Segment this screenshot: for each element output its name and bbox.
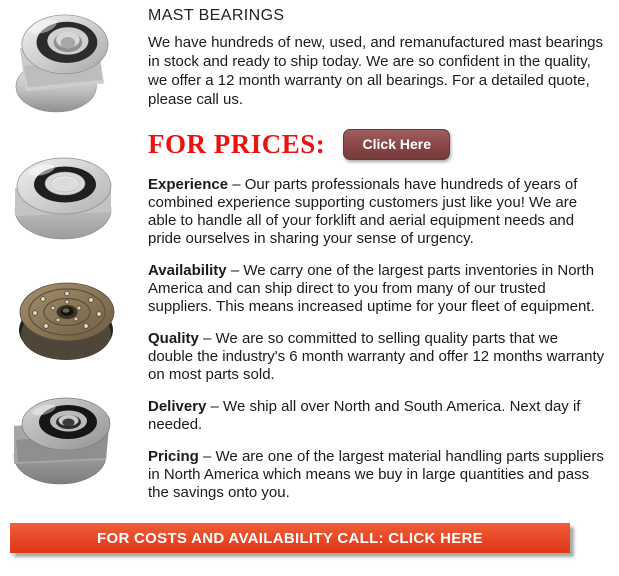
feature-quality-heading: Quality (148, 330, 199, 347)
feature-availability-heading: Availability (148, 262, 227, 279)
feature-quality (148, 330, 606, 384)
feature-delivery-heading: Delivery (148, 398, 207, 415)
feature-pricing-heading: Pricing (148, 448, 199, 465)
click-here-button[interactable]: Click Here (343, 129, 450, 160)
feature-availability (148, 262, 606, 316)
flanged-mast-bearing-image (14, 6, 112, 116)
feature-quality-text: – We are so committed to selling quality parts that we double the industry's 6 month warranty and offer 12 months warranty on most parts sold. (148, 330, 605, 383)
page-title: MAST BEARINGS (148, 7, 285, 24)
feature-experience-heading: Experience (148, 176, 229, 193)
feature-pricing-text: – We are one of the largest material handling parts suppliers in North America which means we buy in large quantities and pass the savings onto you. (148, 448, 604, 501)
prices-row (148, 126, 450, 162)
feature-delivery-text: – We ship all over North and South America. Next day if needed. (148, 398, 581, 433)
mast-roller-bearing-image (12, 146, 112, 248)
mast-guide-roller-photo (12, 388, 112, 488)
for-prices-label: FOR PRICES: (148, 128, 326, 159)
sheave-pulley-photo (16, 270, 116, 367)
costs-availability-banner[interactable] (10, 523, 570, 553)
feature-pricing (148, 448, 606, 502)
feature-experience-text: – Our parts professionals have hundreds of years of combined experience supporting customers just like you! We are able to handle all of your forklift and aerial equipment needs and pride ourselves in sharing your sense of urgency. (148, 176, 578, 247)
intro-paragraph: We have hundreds of new, used, and remanufactured mast bearings in stock and ready to ship today. We are so confident in the quality, we offer a 12 month warranty on all bearings. For a detailed quote, please call us. (148, 34, 604, 108)
flanged-mast-bearing-photo (14, 6, 112, 116)
banner-label: FOR COSTS AND AVAILABILITY CALL: CLICK HERE (97, 529, 483, 547)
feature-experience (148, 176, 606, 248)
feature-list (148, 176, 606, 516)
sheave-pulley-image (16, 270, 116, 367)
mast-guide-roller-image (12, 388, 112, 488)
feature-delivery (148, 398, 606, 434)
mast-roller-bearing-photo (12, 146, 112, 248)
feature-availability-text: – We carry one of the largest parts inventories in North America and can ship direct to you from many of our trusted suppliers. This means increased uptime for your fleet of equipment. (148, 262, 595, 315)
